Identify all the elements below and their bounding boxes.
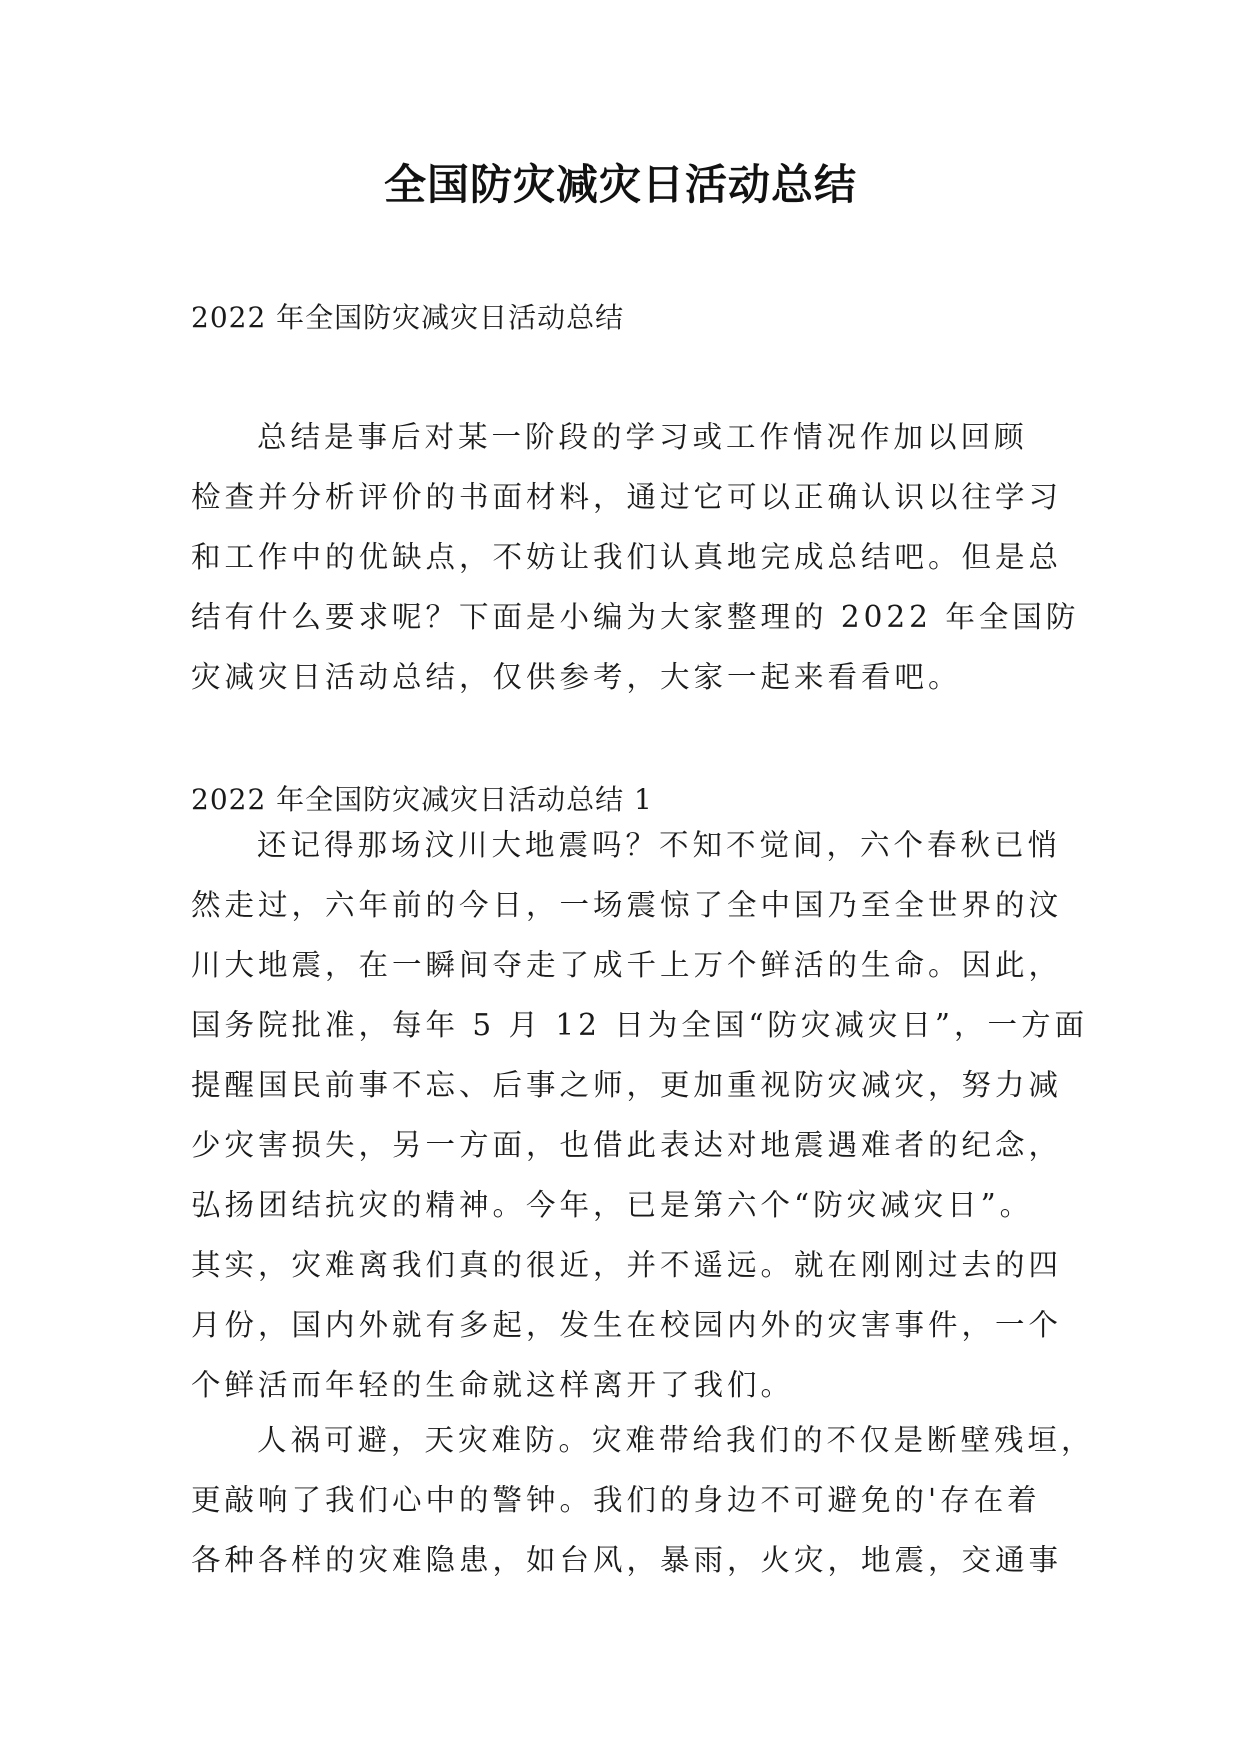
body-line: 然走过，六年前的今日，一场震惊了全中国乃至全世界的汶	[191, 888, 1063, 922]
document-subtitle: 2022 年全国防灾减灾日活动总结	[191, 301, 625, 334]
document-title: 全国防灾减灾日活动总结	[383, 160, 857, 209]
intro-line: 和工作中的优缺点，不妨让我们认真地完成总结吧。但是总	[191, 540, 1063, 574]
body-line: 国务院批准，每年 5 月 12 日为全国“防灾减灾日”，一方面	[191, 1008, 1088, 1042]
body-line: 更敲响了我们心中的警钟。我们的身边不可避免的'存在着	[191, 1483, 1041, 1517]
body-paragraph-1	[191, 815, 1088, 1415]
body-line: 弘扬团结抗灾的精神。今年，已是第六个“防灾减灾日”。	[191, 1188, 1034, 1222]
body-line: 各种各样的灾难隐患，如台风，暴雨，火灾，地震，交通事	[191, 1543, 1063, 1577]
body-line: 川大地震，在一瞬间夺走了成千上万个鲜活的生命。因此，	[191, 948, 1063, 982]
intro-line: 结有什么要求呢？下面是小编为大家整理的 2022 年全国防	[191, 600, 1080, 634]
intro-line: 灾减灾日活动总结，仅供参考，大家一起来看看吧。	[191, 660, 962, 694]
body-line: 少灾害损失，另一方面，也借此表达对地震遇难者的纪念，	[191, 1128, 1063, 1162]
body-line: 月份，国内外就有多起，发生在校园内外的灾害事件，一个	[191, 1308, 1063, 1342]
section-heading: 2022 年全国防灾减灾日活动总结 1	[191, 783, 653, 816]
intro-line: 总结是事后对某一阶段的学习或工作情况作加以回顾	[257, 420, 1028, 454]
intro-line: 检查并分析评价的书面材料，通过它可以正确认识以往学习	[191, 480, 1063, 514]
body-line: 提醒国民前事不忘、后事之师，更加重视防灾减灾，努力减	[191, 1068, 1063, 1102]
intro-paragraph	[191, 407, 1080, 707]
body-line: 还记得那场汶川大地震吗？不知不觉间，六个春秋已悄	[257, 828, 1062, 862]
body-line: 其实，灾难离我们真的很近，并不遥远。就在刚刚过去的四	[191, 1248, 1063, 1282]
body-paragraph-2	[191, 1410, 1095, 1590]
body-line: 个鲜活而年轻的生命就这样离开了我们。	[191, 1368, 795, 1402]
body-line: 人祸可避，天灾难防。灾难带给我们的不仅是断壁残垣，	[257, 1423, 1095, 1457]
